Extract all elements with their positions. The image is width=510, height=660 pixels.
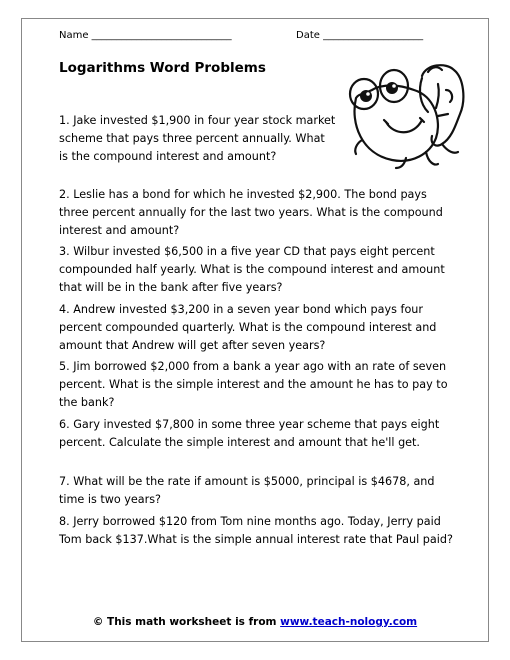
- footer-text: © This math worksheet is from: [92, 616, 281, 628]
- worksheet-title: Logarithms Word Problems: [59, 60, 266, 76]
- cartoon-bug-face-icon: [342, 54, 472, 172]
- problem-6: 6. Gary invested $7,800 in some three year scheme that pays eight percent. Calculate the simple interest and amount that he'll get.: [59, 418, 440, 449]
- header-row: [59, 30, 459, 46]
- problem-5: 5. Jim borrowed $2,000 from a bank a year ago with an rate of seven percent. What is the simple interest and the amount he has to pay to the bank?: [59, 360, 448, 409]
- name-field: Name ____________________________: [59, 30, 232, 41]
- problem-4: 4. Andrew invested $3,200 in a seven year bond which pays four percent compounded quarterly. What is the compound interest and amount that Andrew will get after seven years?: [59, 303, 437, 352]
- problem-1: 1. Jake invested $1,900 in four year stock market scheme that pays three percent annually. What is the compound interest and amount?: [59, 114, 336, 163]
- problem-8: 8. Jerry borrowed $120 from Tom nine months ago. Today, Jerry paid Tom back $137.What is the simple annual interest rate that Paul paid?: [59, 515, 453, 546]
- footer-link[interactable]: www.teach-nology.com: [280, 616, 418, 628]
- date-field: Date ____________________: [296, 30, 424, 41]
- problem-3: 3. Wilbur invested $6,500 in a five year CD that pays eight percent compounded half yearly. What is the compound interest and amount that will be in the bank after five years?: [59, 245, 445, 294]
- problem-7: 7. What will be the rate if amount is $5000, principal is $4678, and time is two years?: [59, 475, 435, 506]
- footer: [0, 616, 510, 628]
- problem-2: 2. Leslie has a bond for which he invested $2,900. The bond pays three percent annually for the last two years. What is the compound interest and amount?: [59, 188, 443, 237]
